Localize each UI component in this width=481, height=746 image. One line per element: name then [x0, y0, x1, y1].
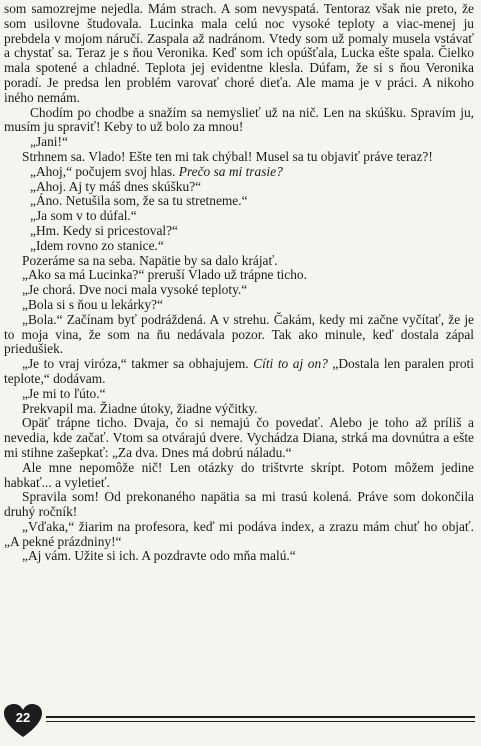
text-run: „Ahoj,“ počujem svoj hlas.	[30, 163, 179, 179]
page-number: 22	[15, 710, 31, 725]
text-run: som samozrejme nejedla. Mám strach. A som nevyspatá. Tentoraz však nie preto, že som usilovne študovala. Lucinka mala celú noc vysoké teploty a viac-menej ju prebdela v mojom náručí. Zaspala až nadránom. Vtedy som už pomaly musela vstávať a chystať sa. Teraz je s ňou Veronika. Keď som ich opúšťala, Lucka ešte spala. Čielko mala spotené a chladné. Teplota jej evidentne klesla. Dúfam, že si s ňou Veronika poradí. Je predsa len problém varovať choré dieťa. Ale mama je v práci. A nikoho iného nemám.	[4, 1, 474, 105]
text-run: „Hm. Kedy si pricestoval?“	[30, 222, 178, 238]
paragraph	[4, 520, 474, 550]
paragraph	[4, 416, 474, 460]
text-run: „Vďaka,“ žiarim na profesora, keď mi podáva index, a zrazu mám chuť ho objať. „A pekné prázdniny!“	[4, 518, 474, 549]
text-run: „Dostala len paralen proti teplote,“ dodávam.	[4, 356, 474, 386]
paragraph	[4, 150, 474, 165]
text-run: „Ja som v to dúfal.“	[30, 208, 137, 224]
text-run: „Bola si s ňou u lekárky?“	[22, 296, 163, 312]
footer-rule-thin	[46, 721, 475, 722]
italic-text: Prečo sa mi trasie?	[178, 163, 283, 179]
text-run: Chodím po chodbe a snažím sa nemyslieť už na nič. Len na skúšku. Spravím ju, musím ju spraviť! Keby to už bolo za mnou!	[4, 104, 474, 135]
text-run: Opäť trápne ticho. Dvaja, čo si nemajú čo povedať. Alebo je toho až príliš a nevedia, kde začať. Vtom sa otvárajú dvere. Vychádza Diana, strká ma dovnútra a ešte mi stihne zašepkať: „Za dva. Dnes má dobrú náladu.“	[4, 415, 474, 460]
text-run: „Áno. Netušila som, že sa tu stretneme.“	[30, 193, 248, 209]
text-run: „Aj vám. Užite si ich. A pozdravte odo mňa malú.“	[22, 548, 296, 564]
paragraph	[4, 549, 474, 564]
text-run: Prekvapil ma. Žiadne útoky, žiadne výčitky.	[22, 400, 258, 416]
paragraph	[4, 209, 474, 224]
text-run: Spravila som! Od prekonaného napätia sa mi trasú kolená. Práve som dokončila druhý ročník!	[4, 489, 474, 520]
text-run: „Je mi to ľúto.“	[22, 385, 106, 401]
paragraph	[4, 194, 474, 209]
paragraph	[4, 357, 474, 387]
text-run: „Ako sa má Lucinka?“ preruší Vlado už trápne ticho.	[22, 267, 307, 283]
page-footer	[0, 702, 481, 738]
paragraph	[4, 224, 474, 239]
paragraph	[4, 298, 474, 313]
paragraph	[4, 313, 474, 357]
paragraph	[4, 135, 474, 150]
text-run: Ale mne nepomôže nič! Len otázky do trištvrte skrípt. Potom môžem jedine habkať... a vyletieť.	[4, 459, 474, 490]
italic-text: Cíti to aj on?	[253, 356, 328, 372]
footer-rule	[46, 716, 475, 718]
paragraph	[4, 268, 474, 283]
paragraph	[4, 165, 474, 180]
text-run: „Je chorá. Dve noci mala vysoké teploty.“	[22, 282, 248, 298]
paragraph	[4, 2, 474, 106]
text-run: „Bola.“ Začínam byť podráždená. A v strehu. Čakám, kedy mi začne vyčítať, že je to moja vina, že som na ňu nedávala pozor. Tak ako minule, keď dostala zápal priedušiek.	[4, 311, 474, 357]
text-run: Strhnem sa. Vlado! Ešte ten mi tak chýbal! Musel sa tu objaviť práve teraz?!	[22, 148, 433, 164]
paragraph	[4, 283, 474, 298]
paragraph	[4, 180, 474, 195]
paragraph	[4, 490, 474, 520]
paragraph	[4, 106, 474, 136]
text-run: „Ahoj. Aj ty máš dnes skúšku?“	[30, 178, 202, 194]
paragraph	[4, 387, 474, 402]
text-run: Pozeráme sa na seba. Napätie by sa dalo krájať.	[22, 252, 278, 268]
paragraph	[4, 239, 474, 254]
paragraph	[4, 402, 474, 417]
text-run: „Je to vraj viróza,“ takmer sa obhajujem.	[22, 356, 254, 372]
text-run: „Idem rovno zo stanice.“	[30, 237, 164, 253]
text-run: „Jani!“	[30, 134, 68, 150]
paragraph	[4, 461, 474, 491]
paragraph	[4, 254, 474, 269]
page-body	[4, 2, 474, 564]
